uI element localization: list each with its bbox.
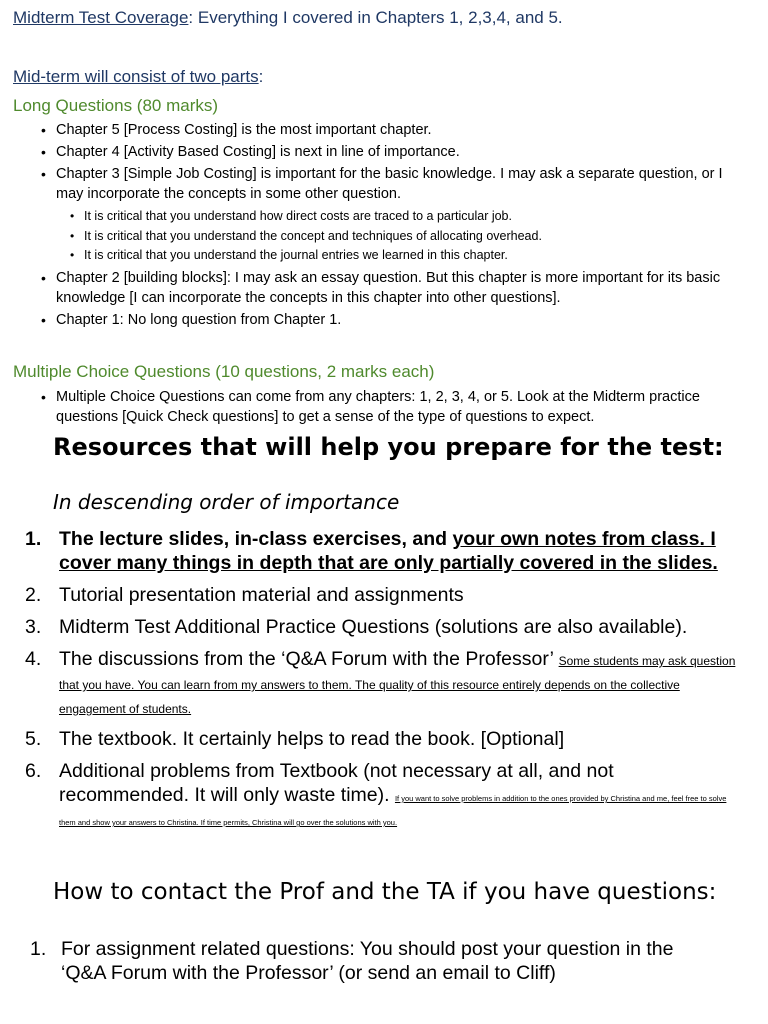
sub-list-item-text: It is critical that you understand how direct costs are traced to a particular job.: [84, 209, 512, 223]
resource-number: 1.: [25, 528, 42, 550]
sub-list-item-text: It is critical that you understand the journal entries we learned in this chapter.: [84, 248, 508, 262]
resource-number: 4.: [25, 648, 42, 670]
resource-text: The textbook. It certainly helps to read the book. [Optional]: [59, 728, 565, 750]
resource-emphasis: your own notes from class. I cover many things in depth that are only partially covered in the slides.: [59, 528, 718, 574]
resource-text: The discussions from the ‘Q&A Forum with the Professor’: [59, 648, 559, 670]
resource-note: Some students may ask question that you have. You can learn from my answers to them. The quality of this resource entirely depends on the collective engagement of students.: [59, 654, 736, 716]
sub-list-item: [56, 207, 734, 227]
resource-item: [25, 527, 740, 575]
list-item-text: Chapter 2 [building blocks]: I may ask an essay question. But this chapter is more important for its basic knowledge [I can incorporate the concepts in this chapter into other questions].: [56, 269, 721, 306]
resource-item: [25, 647, 740, 719]
resource-text: Midterm Test Additional Practice Questions (solutions are also available).: [59, 616, 688, 638]
resource-number: 3.: [25, 616, 42, 638]
list-item: [38, 387, 734, 427]
resources-list: [25, 527, 740, 839]
parts-colon: :: [258, 67, 264, 86]
resource-item: [25, 727, 740, 751]
resource-number: 6.: [25, 760, 42, 782]
coverage-line: [13, 8, 768, 28]
resource-item: [25, 759, 740, 831]
resource-number: 5.: [25, 728, 42, 750]
parts-line: [13, 67, 768, 87]
contact-title: How to contact the Prof and the TA if you have questions:: [53, 879, 717, 905]
list-item-text: Chapter 4 [Activity Based Costing] is next in line of importance.: [56, 144, 460, 160]
list-item: [38, 120, 734, 140]
resource-item: [25, 615, 740, 639]
list-item-text: Chapter 5 [Process Costing] is the most important chapter.: [56, 122, 432, 138]
contact-number: 1.: [30, 938, 47, 960]
chapter3-sublist: [56, 207, 734, 266]
coverage-label: Midterm Test Coverage: [13, 8, 189, 27]
parts-label: Mid-term will consist of two parts: [13, 67, 259, 86]
resource-text: Tutorial presentation material and assignments: [59, 584, 464, 606]
list-item-text: Chapter 3 [Simple Job Costing] is important for the basic knowledge. I may ask a separate question, or I may incorporate the concepts in some other question.: [56, 166, 723, 202]
list-item-text: Chapter 1: No long question from Chapter 1.: [56, 311, 342, 328]
mcq-heading: Multiple Choice Questions (10 questions, 2 marks each): [13, 362, 435, 381]
resources-title: Resources that will help you prepare for the test:: [53, 433, 724, 461]
resources-subtitle: In descending order of importance: [53, 490, 400, 514]
contact-text: For assignment related questions: You should post your question in the ‘Q&A Forum with the Professor’ (or send an email to Cliff): [61, 938, 674, 984]
resource-item: [25, 583, 740, 607]
list-item: [38, 268, 734, 308]
long-questions-list: [38, 120, 734, 332]
list-item: [38, 310, 734, 330]
resource-text: The lecture slides, in-class exercises, and: [59, 528, 453, 550]
mcq-list: [38, 387, 734, 429]
resource-note: If you want to solve problems in addition to the ones provided by Christina and me, feel free to solve them and show your answers to Christina. If time permits, Christina will go over the solutions with you.: [59, 794, 727, 827]
resource-number: 2.: [25, 584, 42, 606]
sub-list-item: [56, 227, 734, 247]
contact-list: [30, 937, 708, 985]
list-item-text: Multiple Choice Questions can come from any chapters: 1, 2, 3, 4, or 5. Look at the Midterm practice questions [Quick Check questions] to get a sense of the type of questions to expect.: [56, 389, 700, 425]
list-item: [38, 164, 734, 266]
coverage-text: : Everything I covered in Chapters 1, 2,3,4, and 5.: [188, 8, 563, 27]
sub-list-item-text: It is critical that you understand the concept and techniques of allocating overhead.: [84, 228, 542, 243]
resource-text: Additional problems from Textbook (not necessary at all, and not recommended. It will only waste time).: [59, 760, 614, 806]
contact-item: [30, 937, 708, 985]
list-item: [38, 142, 734, 162]
sub-list-item: [56, 246, 734, 266]
long-questions-heading: Long Questions (80 marks): [13, 96, 219, 115]
